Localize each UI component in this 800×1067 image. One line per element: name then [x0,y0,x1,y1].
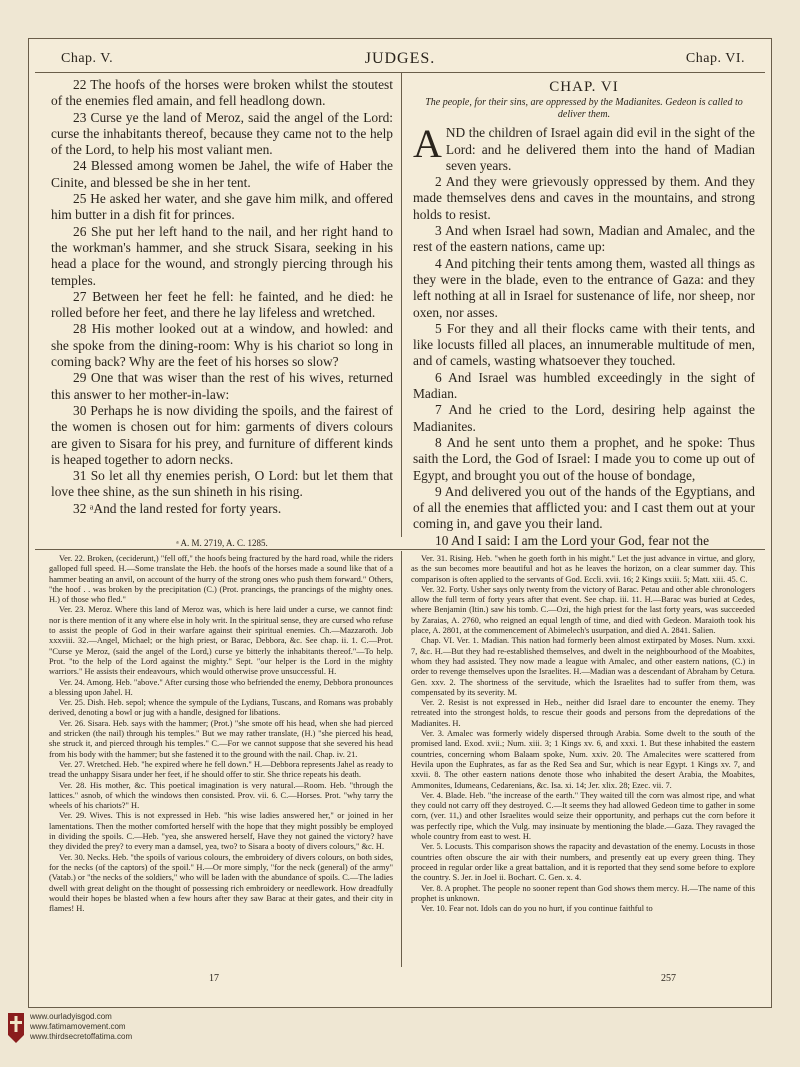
bible-page [28,38,772,1008]
notes-rule [35,549,765,550]
left-text-column [51,77,393,517]
note: Ver. 8. A prophet. The people no sooner repent than God shows them mercy. H.—The name of this prophet is unknown. [411,883,755,903]
notes-right [411,554,755,914]
note: Ver. 30. Necks. Heb. "the spoils of various colours, the embroidery of divers colours, on both sides, for the necks (of the captors) of the spoil." H.—Or more simply, "for the neck (general) of the army" (Vatab.) or "the necks of the soldiers," who will be laden with the abundance of spoils. C.—The ladies dwell with great delight on the thought of possessing rich embroidery or needlework. How dreadfully would their hopes be blasted when a few hours after they saw Barac at their gates, and their city in flames! H. [49,852,393,914]
page-number-left: 17 [209,973,219,984]
note: Ver. 32. Forty. Usher says only twenty from the victory of Barac. Petau and other able chronologers allow the full term of forty years after that event. See chap. iii. 11. H.—Barac was buried at Cedes, where Benjamin (Itin.) saw his tomb. C.—Ozi, the high priest for the last forty years, was succeeded by Zaraias, A. 2760, who reigned an equal length of time, and died with Gedeon. Maraioth took his place, A. 2801, at the commencement of Abimelech's usurpation, and died A. 2841. Salien. [411,584,755,636]
chapter-summary: The people, for their sins, are oppressed by the Madianites. Gedeon is called to deliver them. [425,97,743,120]
verse: 29 One that was wiser than the rest of his wives, returned this answer to her mother-in-law: [51,370,393,402]
watermark-link[interactable]: www.thirdsecretoffatima.com [30,1032,133,1041]
notes-left [49,554,393,914]
header-title: JUDGES. [364,50,436,67]
notes-divider [401,551,402,967]
verse: 5 For they and all their flocks came with their tents, and like locusts filled all places, an innumerable multitude of men, and of camels, wasting whatsoever they touched. [413,320,755,369]
verse: 6 And Israel was humbled exceedingly in the sight of Madian. [413,369,755,402]
note: Ver. 2. Resist is not expressed in Heb., neither did Israel dare to encounter the enemy. They retreated into the strongest holds, to rescue their goods and persons from the depredations of the Madianites. H. [411,698,755,728]
header-rule [35,72,765,73]
date-footnote: ᵃ A. M. 2719, A. C. 1285. [176,538,268,548]
note: Ver. 29. Wives. This is not expressed in Heb. "his wise ladies answered her," or joined in her lamentations. Then the mother comforted herself with the hope that they might possibly be employed in dividing the spoils. C.—Heb. "yea, she answered herself, Have they not gained the victory? have they divided the prey? to every man a damsel, yea, two? to Sisara a booty of divers colours," &c. H. [49,811,393,852]
verse: 3 And when Israel had sown, Madian and Amalec, and the rest of the eastern nations, came up: [413,223,755,255]
verse: 25 He asked her water, and she gave him milk, and offered him butter in a dish fit for princes. [51,191,393,223]
note: Chap. VI. Ver. 1. Madian. This nation had formerly been almost extirpated by Moses. Num. xxxi. 7, &c. H.—But they had re-established themselves, and dwelt in the neighbourhood of the Moabites, whom they had assisted. They now made a league with Amalec, and other eastern nations, (C.) in order to revenge themselves upon the Israelites. H.—Madian was a descendant of Abraham by Cetura. Gen. xxv. 2. The shortness of the servitude, which the Israelites had to suffer from them, was compensated by its severity. M. [411,636,755,697]
watermark-links [30,1012,132,1042]
header-left: Chap. V. [61,51,114,66]
verse: 4 And pitching their tents among them, wasted all things as they were in the blade, even to the entrance of Gaza: and they left nothing at all in Israel for sustenance of life, nor sheep, nor oxen, nor asses. [413,255,755,320]
verse: 24 Blessed among women be Jahel, the wife of Haber the Cinite, and blessed be she in her tent. [51,158,393,190]
note: Ver. 4. Blade. Heb. "the increase of the earth." They waited till the corn was almost ripe, and what they could not carry off they destroyed. C.—It seems they had allowed Gedeon time to gather in some corn, (ver. 11,) and other Israelites would seize their opportunity, and perhaps cut the corn before it was perfectly ripe, which the Vulg. may insinuate by mentioning the blade.—Gaza. They ravaged the whole country from east to west. H. [411,790,755,842]
note: Ver. 23. Meroz. Where this land of Meroz was, which is here laid under a curse, we cannot find: nor is there mention of it any where else in holy writ. In the spiritual sense, they are cursed who refuse to assist the people of God in their warfare against their spiritual enemies. Ch.—Mazzaroth. Job xxxviii. 32.—Angel, Michael; or the high priest, or Barac, Debbora, &c. See chap. ii. 1. C.—Prot. "Curse ye Meroz, (said the angel of the Lord,) curse ye bitterly the inhabitants thereof."—To help. Prot. "to the help of the Lord against the mighty." Sept. "our helper is the Lord in the mighty warriors." He assists their endeavours, which would otherwise prove unsuccessful. H. [49,605,393,677]
header-right: Chap. VI. [685,51,745,66]
watermark-link[interactable]: www.fatimamovement.com [30,1022,126,1031]
verse: 9 And delivered you out of the hands of the Egyptians, and of all the enemies that afflicted you: and I cast them out at your coming in, and gave you their land. [413,483,755,532]
note: Ver. 10. Fear not. Idols can do you no hurt, if you continue faithful to [421,904,653,914]
right-text-column [413,77,755,549]
note: Ver. 25. Dish. Heb. sepol; whence the sympule of the Lydians, Tuscans, and Romans was probably derived, denoting a bowl or jug with a handle, designed for libations. [49,698,393,718]
verse: 10 And I said: I am the Lord your God, fear not the [435,532,710,548]
page-number-right: 257 [661,973,676,984]
verse: 8 And he sent unto them a prophet, and he spoke: Thus saith the Lord, the God of Israel: I made you to come up out of Egypt, and brought you out of the house of bondage, [413,434,755,483]
crest-logo-icon [6,1011,26,1045]
note: Ver. 5. Locusts. This comparison shows the rapacity and devastation of the enemy. Locusts in those countries often obscure the air with their numbers, and presently eat up every green thing. They proceed in regular order like a great battalion, and it is reported that they send some before to explore the country. S. Jer. in Joel ii. Bochart. C. Gen. x. 4. [411,842,755,883]
verse: 32 ᵃAnd the land rested for forty years. [73,500,282,516]
note: Ver. 31. Rising. Heb. "when he goeth forth in his might." Let the just advance in virtue, and glory, as the sun becomes more beautiful and hot as he leaves the horizon, on a clear summer day. This comparison is often applied to the servants of God. Eccli. xvii. 16; 2 Kings xxiii. 5; Matt. xiii. 45. C. [411,554,755,584]
verse: 28 His mother looked out at a window, and howled: and she spoke from the dining-room: Why is his chariot so long in coming back? Why are the feet of his horses so slow? [51,321,393,370]
note: Ver. 3. Amalec was formerly widely dispersed through Arabia. Some dwelt to the south of the promised land. Exod. xvii.; Num. xiii. 3; 1 Kings xv. 6, and xxxi. 1. But these inhabited the eastern countries, concerning whom Balaam spoke, Num. xxiv. 20. The Amalecites were scattered from Hevila upon the Euphrates, as far as the Red Sea and Sur, which is near Egypt. 1 Kings xv. 7, and xxvii. 8. The other eastern nations denote those who inhabited the desert Arabia, the Moabites, Ammonites, Idumeans, Cedarenians, &c. Isa. xi. 14; Jer. xlix. 28; Ezec. vii. 7. [411,729,755,790]
column-divider [401,73,402,537]
chapter-title: CHAP. VI [549,79,619,95]
verse: 2 And they were grievously oppressed by them. And they made themselves dens and caves in the mountains, and strong holds to resist. [413,174,755,222]
note: Ver. 27. Wretched. Heb. "he expired where he fell down." H.—Debbora represents Jahel as ready to tread the unhappy Sisara under her feet, if he should offer to stir. She thrice repeats his death. [49,759,394,780]
note: Ver. 24. Among. Heb. "above." After cursing those who befriended the enemy, Debbora pronounces a blessing upon Jahel. H. [49,677,393,697]
watermark-link[interactable]: www.ourladyisgod.com [30,1012,112,1021]
verse: 27 Between her feet he fell: he fainted, and he died: he rolled before her feet, and there he lay lifeless and wretched. [51,288,393,321]
note: Ver. 28. His mother, &c. This poetical imagination is very natural.—Room. Heb. "through the lattices." asnob, of which the windows then consisted. Prov. vii. 6. C.—Horses. Prot. "why tarry the wheels of his chariots?" H. [49,780,393,811]
note: Ver. 22. Broken, (ceciderunt,) "fell off," the hoofs being fractured by the hard road, while the riders galloped full speed. H.—Some translate the Heb. the hoofs of the horses made a sound like that of a hammer beating an anvil, on account of the hurry of the strong ones who push them forward." Others, "the hoof . . was broken by the precipitation (C.) (Prot. prancings, the prancings of the mighty ones. H.) of those who fled." [49,554,393,605]
verse: 26 She put her left hand to the nail, and her right hand to the workman's hammer, and she struck Sisara, seeking in his head a place for the wound, and strongly piercing through his temples. [51,223,393,288]
verse: 23 Curse ye the land of Meroz, said the angel of the Lord: curse the inhabitants thereof, because they came not to the help of the Lord, to help his most valiant men. [51,109,393,158]
verse: 22 The hoofs of the horses were broken whilst the stoutest of the enemies fled amain, and fell headlong down. [51,77,393,109]
drop-cap: A [413,121,442,167]
verse: 31 So let all thy enemies perish, O Lord: but let them that love thee shine, as the sun shineth in his rising. [51,468,393,500]
running-header [35,49,765,71]
verse: AND the children of Israel again did evil in the sight of the Lord: and he delivered them into the hand of Madian seven years. [413,121,755,173]
note: Ver. 26. Sisara. Heb. says with the hammer; (Prot.) "she smote off his head, when she had pierced and stricken (the nail) through his temples." But we may rather translate, (H.) "she pierced his head, she struck it, and pierced through his temples." C.—For we cannot suppose that she severed his head from his body with the hammer; but she fastened it to the ground with the nail. Chap. iv. 21. [49,718,393,759]
verse: 30 Perhaps he is now dividing the spoils, and the fairest of the women is chosen out for him: garments of divers colours are given to Sisara for his prey, and furniture of different kinds is heaped together to adorn necks. [51,402,393,467]
verse: 7 And he cried to the Lord, desiring help against the Madianites. [413,402,755,434]
